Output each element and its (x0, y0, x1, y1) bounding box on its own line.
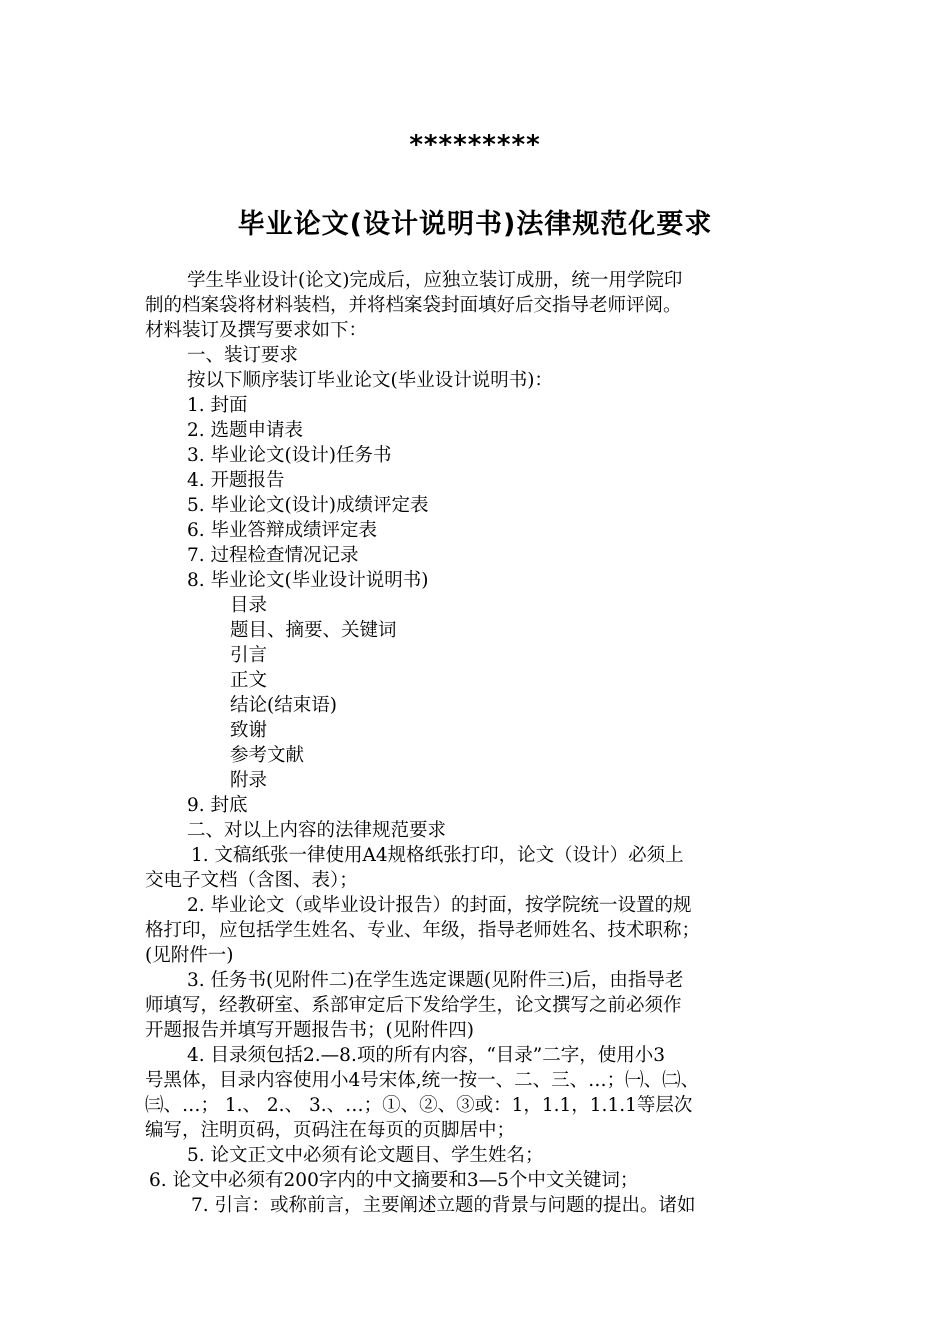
text-line: 师填写，经教研室、系部审定后下发给学生，论文撰写之前必须作 (145, 995, 682, 1016)
text-line: 学生毕业设计(论文)完成后，应独立装订成册，统一用学院印 (187, 270, 683, 291)
text-line: 制的档案袋将材料装档，并将档案袋封面填好后交指导老师评阅。 (145, 295, 682, 316)
text-line: 格打印，应包括学生姓名、专业、年级，指导老师姓名、技术职称； (145, 920, 701, 941)
text-line: 6. 毕业答辩成绩评定表 (187, 520, 378, 541)
text-line: 2. 选题申请表 (187, 420, 304, 441)
text-line: 致谢 (230, 720, 268, 741)
text-line: 材料装订及撰写要求如下： (145, 320, 368, 341)
header-stars: ********* (409, 130, 541, 160)
text-line: 4. 开题报告 (187, 470, 285, 491)
text-line: 引言 (230, 645, 268, 666)
text-line: 目录 (230, 595, 268, 616)
text-line: 4. 目录须包括2.—8.项的所有内容，“目录”二字，使用小3 (187, 1045, 666, 1066)
text-line: 开题报告并填写开题报告书；(见附件四) (145, 1020, 474, 1041)
text-line: ㈢、…； 1.、 2.、 3.、…；①、②、③或：1，1.1，1.1.1等层次 (145, 1095, 693, 1116)
text-line: 参考文献 (230, 745, 305, 766)
text-line: 9. 封底 (187, 795, 248, 816)
text-line: 7. 过程检查情况记录 (187, 545, 359, 566)
document-body (145, 268, 815, 1218)
text-line: 号黑体，目录内容使用小4号宋体,统一按一、二、三、…；㈠、㈡、 (145, 1070, 700, 1091)
text-line: 正文 (230, 670, 268, 691)
text-line: 编写，注明页码，页码注在每页的页脚居中； (145, 1120, 516, 1141)
text-line: 7. 引言：或称前言，主要阐述立题的背景与问题的提出。诸如 (191, 1195, 696, 1216)
text-line: 3. 毕业论文(设计)任务书 (187, 445, 392, 466)
text-line: 2. 毕业论文（或毕业设计报告）的封面，按学院统一设置的规 (187, 895, 692, 916)
text-line: 二、对以上内容的法律规范要求 (187, 820, 447, 841)
text-line: 结论(结束语) (230, 695, 337, 716)
text-line: 8. 毕业论文(毕业设计说明书) (187, 570, 429, 591)
document-title: 毕业论文(设计说明书)法律规范化要求 (237, 209, 713, 240)
text-line: 5. 毕业论文(设计)成绩评定表 (187, 495, 429, 516)
text-line: 1. 文稿纸张一律使用A4规格纸张打印，论文（设计）必须上 (191, 845, 684, 866)
text-line: 附录 (230, 770, 268, 791)
text-line: 一、装订要求 (187, 345, 299, 366)
text-line: 交电子文档（含图、表）； (145, 870, 358, 891)
text-line: 5. 论文正文中必须有论文题目、学生姓名； (187, 1145, 544, 1166)
text-line: 1. 封面 (187, 395, 248, 416)
text-line: 按以下顺序装订毕业论文(毕业设计说明书)： (187, 370, 553, 391)
text-line: (见附件一) (145, 945, 234, 966)
text-line: 6. 论文中必须有200字内的中文摘要和3—5个中文关键词； (149, 1170, 639, 1191)
text-line: 3. 任务书(见附件二)在学生选定课题(见附件三)后，由指导老 (187, 970, 684, 991)
text-line: 题目、摘要、关键词 (230, 620, 397, 641)
